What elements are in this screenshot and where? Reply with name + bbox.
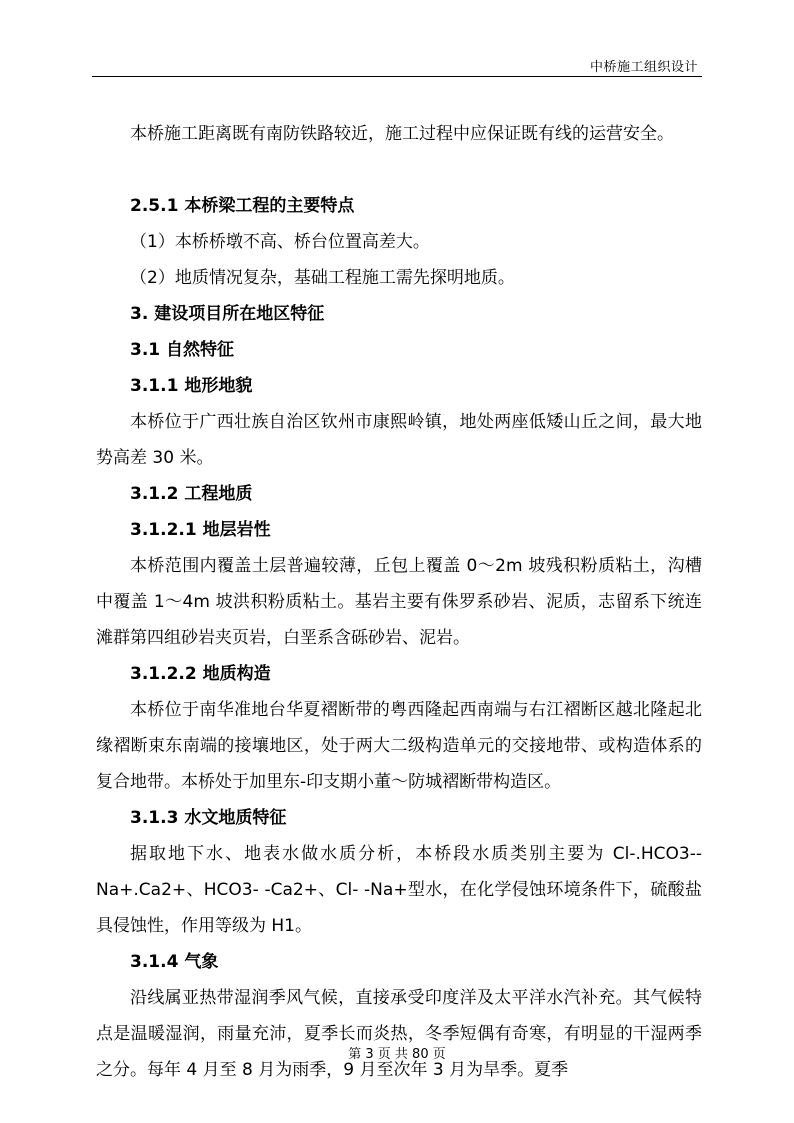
section-3-1-1-heading: 3.1.1 地形地貌	[130, 376, 253, 396]
header-rule	[92, 76, 702, 77]
section-3-1-2-heading: 3.1.2 工程地质	[130, 484, 253, 504]
list-item-1: （1）本桥桥墩不高、桥台位置高差大。	[130, 232, 430, 252]
list-item-2: （2）地质情况复杂，基础工程施工需先探明地质。	[130, 268, 515, 288]
document-body	[96, 116, 702, 1088]
section-3-1-3-heading: 3.1.3 水文地质特征	[130, 808, 287, 828]
terrain-paragraph: 本桥位于广西壮族自治区钦州市康熙岭镇，地处两座低矮山丘之间，最大地势高差 30 米。	[96, 412, 702, 468]
spacer	[96, 152, 702, 188]
section-3-heading: 3. 建设项目所在地区特征	[130, 304, 325, 324]
page-number: 第 3 页 共 80 页	[348, 1047, 446, 1062]
strata-paragraph: 本桥范围内覆盖土层普遍较薄，丘包上覆盖 0～2m 坡残积粉质粘土，沟槽中覆盖 1～4m 坡洪积粉质粘土。基岩主要有侏罗系砂岩、泥质，志留系下统连滩群第四组砂岩夹页岩，白垩系含砾砂岩、泥岩。	[96, 556, 702, 648]
section-3-1-2-2-heading: 3.1.2.2 地质构造	[130, 664, 271, 684]
header-title: 中桥施工组织设计	[589, 60, 698, 75]
intro-paragraph: 本桥施工距离既有南防铁路较近，施工过程中应保证既有线的运营安全。	[130, 124, 674, 144]
section-3-1-2-1-heading: 3.1.2.1 地层岩性	[130, 520, 271, 540]
hydrology-paragraph: 据取地下水、地表水做水质分析，本桥段水质类别主要为 Cl-.HCO3--Na+.Ca2+、HCO3- -Ca2+、Cl- -Na+型水，在化学侵蚀环境条件下，硫酸盐具侵蚀性，作用等级为 H1。	[96, 844, 702, 936]
section-2-5-1-heading: 2.5.1 本桥梁工程的主要特点	[130, 196, 355, 216]
section-3-1-4-heading: 3.1.4 气象	[130, 952, 219, 972]
climate-paragraph: 沿线属亚热带湿润季风气候，直接承受印度洋及太平洋水汽补充。其气候特点是温暖湿润，雨量充沛，夏季长而炎热，冬季短偶有奇寒，有明显的干湿两季之分。每年 4 月至 8 月为雨季，9 月至次年 3 月为旱季。夏季	[96, 988, 702, 1080]
structure-paragraph: 本桥位于南华准地台华夏褶断带的粤西隆起西南端与右江褶断区越北隆起北缘褶断束东南端的接壤地区，处于两大二级构造单元的交接地带、或构造体系的复合地带。本桥处于加里东-印支期小董～防城褶断带构造区。	[96, 700, 702, 792]
section-3-1-heading: 3.1 自然特征	[130, 340, 235, 360]
